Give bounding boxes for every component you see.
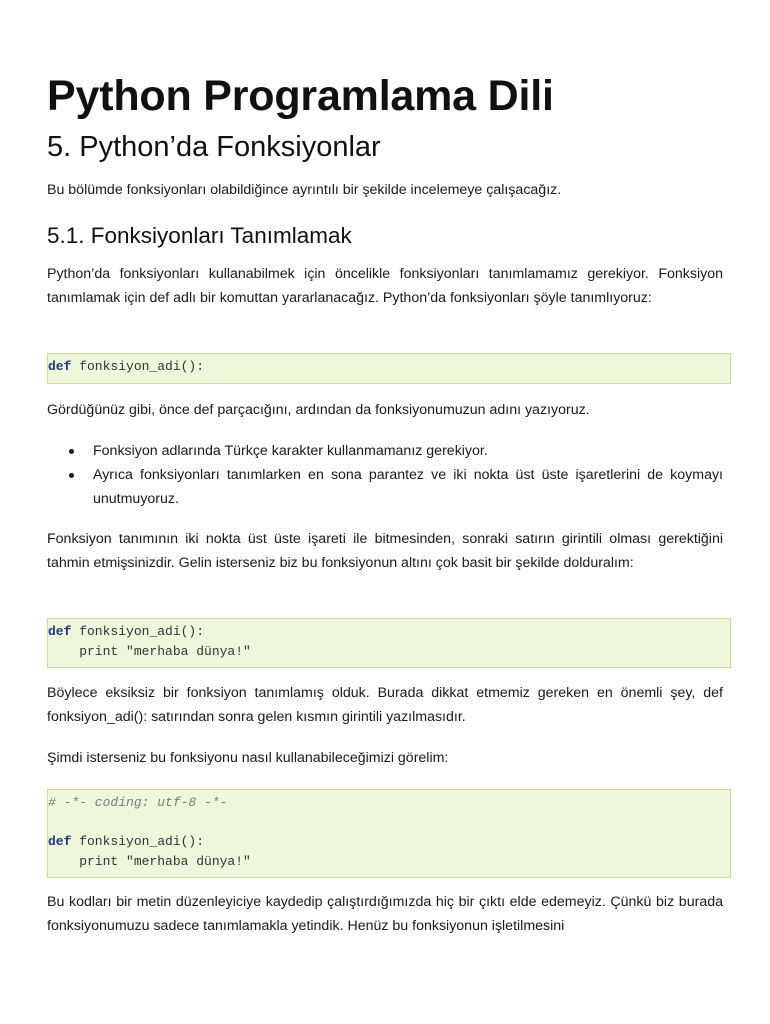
code-block-def [47, 353, 731, 384]
usage-paragraph: Şimdi isterseniz bu fonksiyonu nasıl kullanabileceğimizi görelim: [47, 750, 449, 766]
code-line [48, 832, 730, 852]
code-comment: # -*- coding: utf-8 -*- [48, 795, 228, 810]
result-paragraph: Bu kodları bir metin düzenleyiciye kaydedip çalıştırdığımızda hiç bir çıktı elde edemeyiz. Çünkü biz burada fonksiyonumuzu sadece tanımlamakla yetindik. Henüz bu fonksiyonun işletilmesini [47, 894, 723, 934]
code-block-full [47, 789, 731, 878]
code-keyword: def [48, 834, 72, 849]
code-keyword: def [48, 624, 72, 639]
bullet-icon [69, 449, 74, 454]
code-text: print "merhaba dünya!" [48, 643, 251, 659]
list-item [47, 463, 723, 511]
list-item [47, 439, 723, 463]
code-block-print [47, 618, 731, 668]
code-text: fonksiyon_adi(): [71, 624, 205, 639]
code-text: fonksiyon_adi(): [71, 834, 205, 849]
code-line [48, 852, 730, 872]
chapter-heading: 5. Python’da Fonksiyonlar [47, 131, 381, 163]
code-line [48, 793, 730, 813]
definition-paragraph: Python’da fonksiyonları kullanabilmek için öncelikle fonksiyonları tanımlamamız gerekiyor. Fonksiyon tanımlamak için def adlı bir komuttan yararlanacağız. Python’da fonksiyonları şöyle tanımlıyoruz: [47, 266, 723, 306]
list-item-text: Fonksiyon adlarında Türkçe karakter kullanmamanız gerekiyor. [93, 443, 488, 459]
summary-paragraph: Böylece eksiksiz bir fonksiyon tanımlamış olduk. Burada dikkat etmemiz gereken en önemli şey, def fonksiyon_adi(): satırından sonra gelen kısmın girintili yazılmasıdır. [47, 685, 723, 725]
list-item-text: Ayrıca fonksiyonları tanımlarken en sona parantez ve iki nokta üst üste işaretlerini de koymayı unutmuyoruz. [93, 467, 723, 507]
code-text: fonksiyon_adi(): [71, 359, 205, 374]
explanation-paragraph: Gördüğünüz gibi, önce def parçacığını, ardından da fonksiyonumuzun adını yazıyoruz. [47, 402, 590, 418]
document-title: Python Programlama Dili [47, 72, 554, 120]
code-line-blank [48, 813, 730, 833]
intro-paragraph: Bu bölümde fonksiyonları olabildiğince ayrıntılı bir şekilde incelemeye çalışacağız. [47, 182, 562, 198]
code-line [48, 622, 730, 642]
indentation-paragraph: Fonksiyon tanımının iki nokta üst üste işareti ile bitmesinden, sonraki satırın girintili olması gerektiğini tahmin etmişsinizdir. Gelin isterseniz biz bu fonksiyonun altını çok basit bir şekilde dolduralım: [47, 531, 723, 571]
code-line [48, 642, 730, 662]
code-line [48, 357, 730, 377]
code-keyword: def [48, 359, 72, 374]
rules-list [47, 439, 723, 511]
bullet-icon [69, 473, 74, 478]
section-heading: 5.1. Fonksiyonları Tanımlamak [47, 223, 352, 248]
code-text: print "merhaba dünya!" [48, 853, 251, 869]
